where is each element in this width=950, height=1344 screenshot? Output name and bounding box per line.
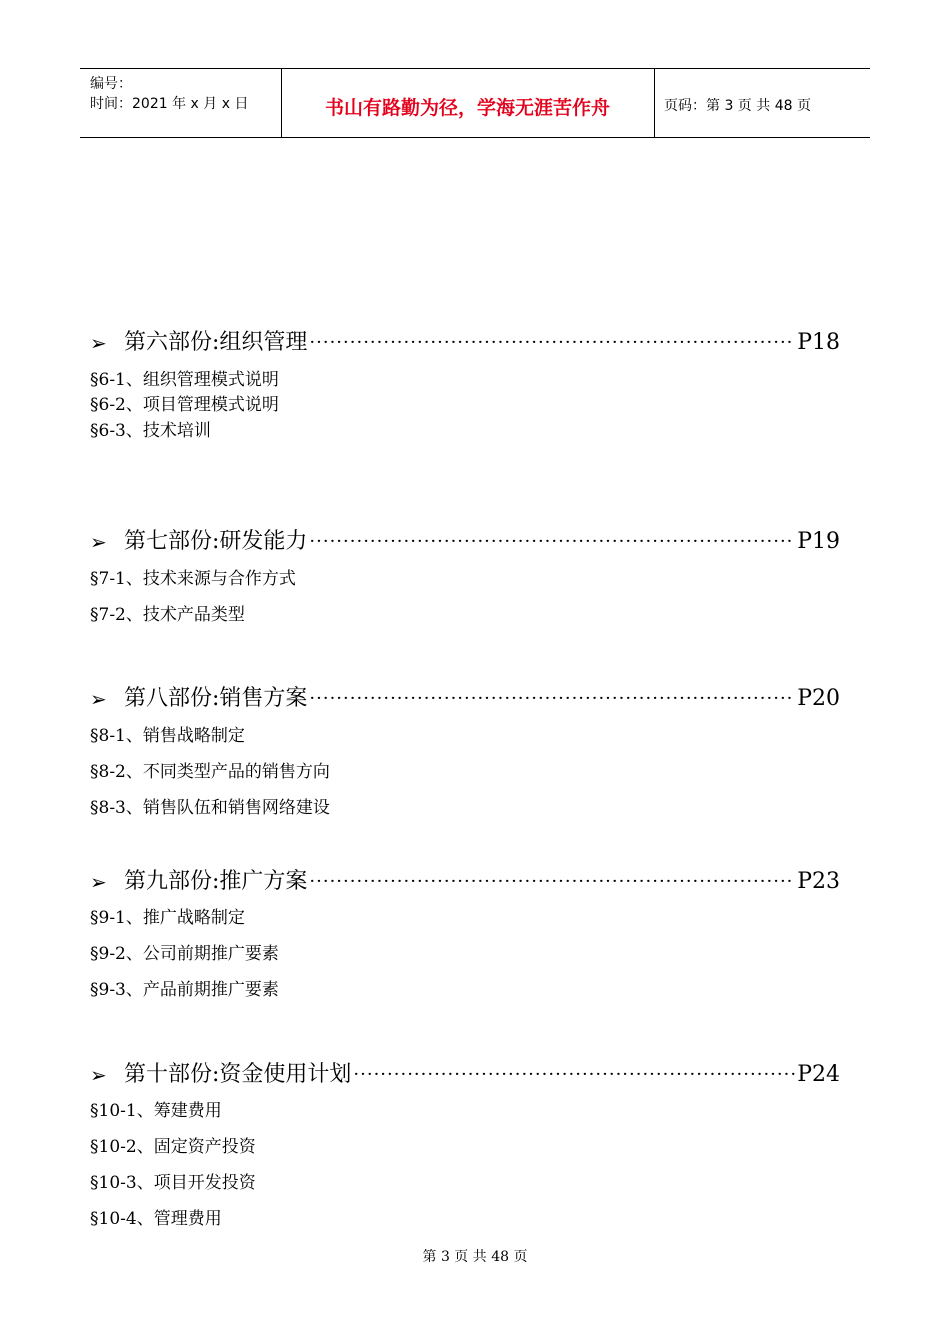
section-page: P20 [797, 686, 840, 711]
toc-subitem[interactable]: §9-2、公司前期推广要素 [90, 944, 279, 964]
page-number-label: 页码：第 3 页 共 48 页 [664, 98, 811, 114]
section-title: 第十部份:资金使用计划 [124, 1062, 352, 1087]
header-page-cell [654, 69, 870, 137]
section-page: P24 [797, 1062, 840, 1087]
number-label: 编号： [90, 76, 132, 92]
section-title: 第九部份:推广方案 [124, 869, 308, 894]
toc-subitem[interactable]: §9-3、产品前期推广要素 [90, 980, 279, 1000]
section-title: 第七部份:研发能力 [124, 529, 308, 554]
toc-subitem[interactable]: §10-4、管理费用 [90, 1209, 222, 1229]
toc-entry[interactable] [90, 684, 850, 714]
toc-subitem[interactable]: §8-3、销售队伍和销售网络建设 [90, 798, 330, 818]
arrow-bullet-icon: ➢ [90, 870, 107, 894]
section-page: P19 [797, 529, 840, 554]
toc-subitem[interactable]: §10-3、项目开发投资 [90, 1173, 256, 1193]
toc-entry[interactable] [90, 527, 850, 557]
leader-dots [309, 867, 795, 897]
toc-subitem[interactable]: §6-1、组织管理模式说明 [90, 370, 279, 390]
page-header [80, 68, 870, 138]
toc-subitem[interactable]: §8-2、不同类型产品的销售方向 [90, 762, 330, 782]
toc-subitem[interactable]: §8-1、销售战略制定 [90, 726, 245, 746]
page-footer: 第 3 页 共 48 页 [422, 1249, 528, 1265]
toc-section [90, 684, 850, 714]
leader-dots [353, 1060, 795, 1090]
leader-dots [309, 527, 795, 557]
motto: 书山有路勤为径，学海无涯苦作舟 [324, 97, 610, 119]
leader-dots [309, 328, 795, 358]
toc-section [90, 1060, 850, 1090]
header-meta-cell [80, 69, 282, 137]
toc-subitem[interactable]: §7-2、技术产品类型 [90, 605, 245, 625]
section-title: 第六部份:组织管理 [124, 330, 308, 355]
section-page: P18 [797, 330, 840, 355]
toc-subitem[interactable]: §10-2、固定资产投资 [90, 1137, 256, 1157]
toc-subitem[interactable]: §7-1、技术来源与合作方式 [90, 569, 296, 589]
toc-subitem[interactable]: §10-1、筹建费用 [90, 1101, 222, 1121]
toc-subitem[interactable]: §9-1、推广战略制定 [90, 908, 245, 928]
section-title: 第八部份:销售方案 [124, 686, 308, 711]
arrow-bullet-icon: ➢ [90, 687, 107, 711]
toc-subitem[interactable]: §6-3、技术培训 [90, 421, 211, 441]
header-motto-cell [281, 69, 655, 137]
arrow-bullet-icon: ➢ [90, 530, 107, 554]
toc-subitem[interactable]: §6-2、项目管理模式说明 [90, 395, 279, 415]
leader-dots [309, 684, 795, 714]
arrow-bullet-icon: ➢ [90, 331, 107, 355]
toc-entry[interactable] [90, 1060, 850, 1090]
toc-section [90, 527, 850, 557]
arrow-bullet-icon: ➢ [90, 1063, 107, 1087]
toc-section [90, 867, 850, 897]
toc-entry[interactable] [90, 328, 850, 358]
time-label: 时间：2021 年 x 月 x 日 [90, 96, 249, 112]
section-page: P23 [797, 869, 840, 894]
toc-section [90, 328, 850, 358]
toc-entry[interactable] [90, 867, 850, 897]
